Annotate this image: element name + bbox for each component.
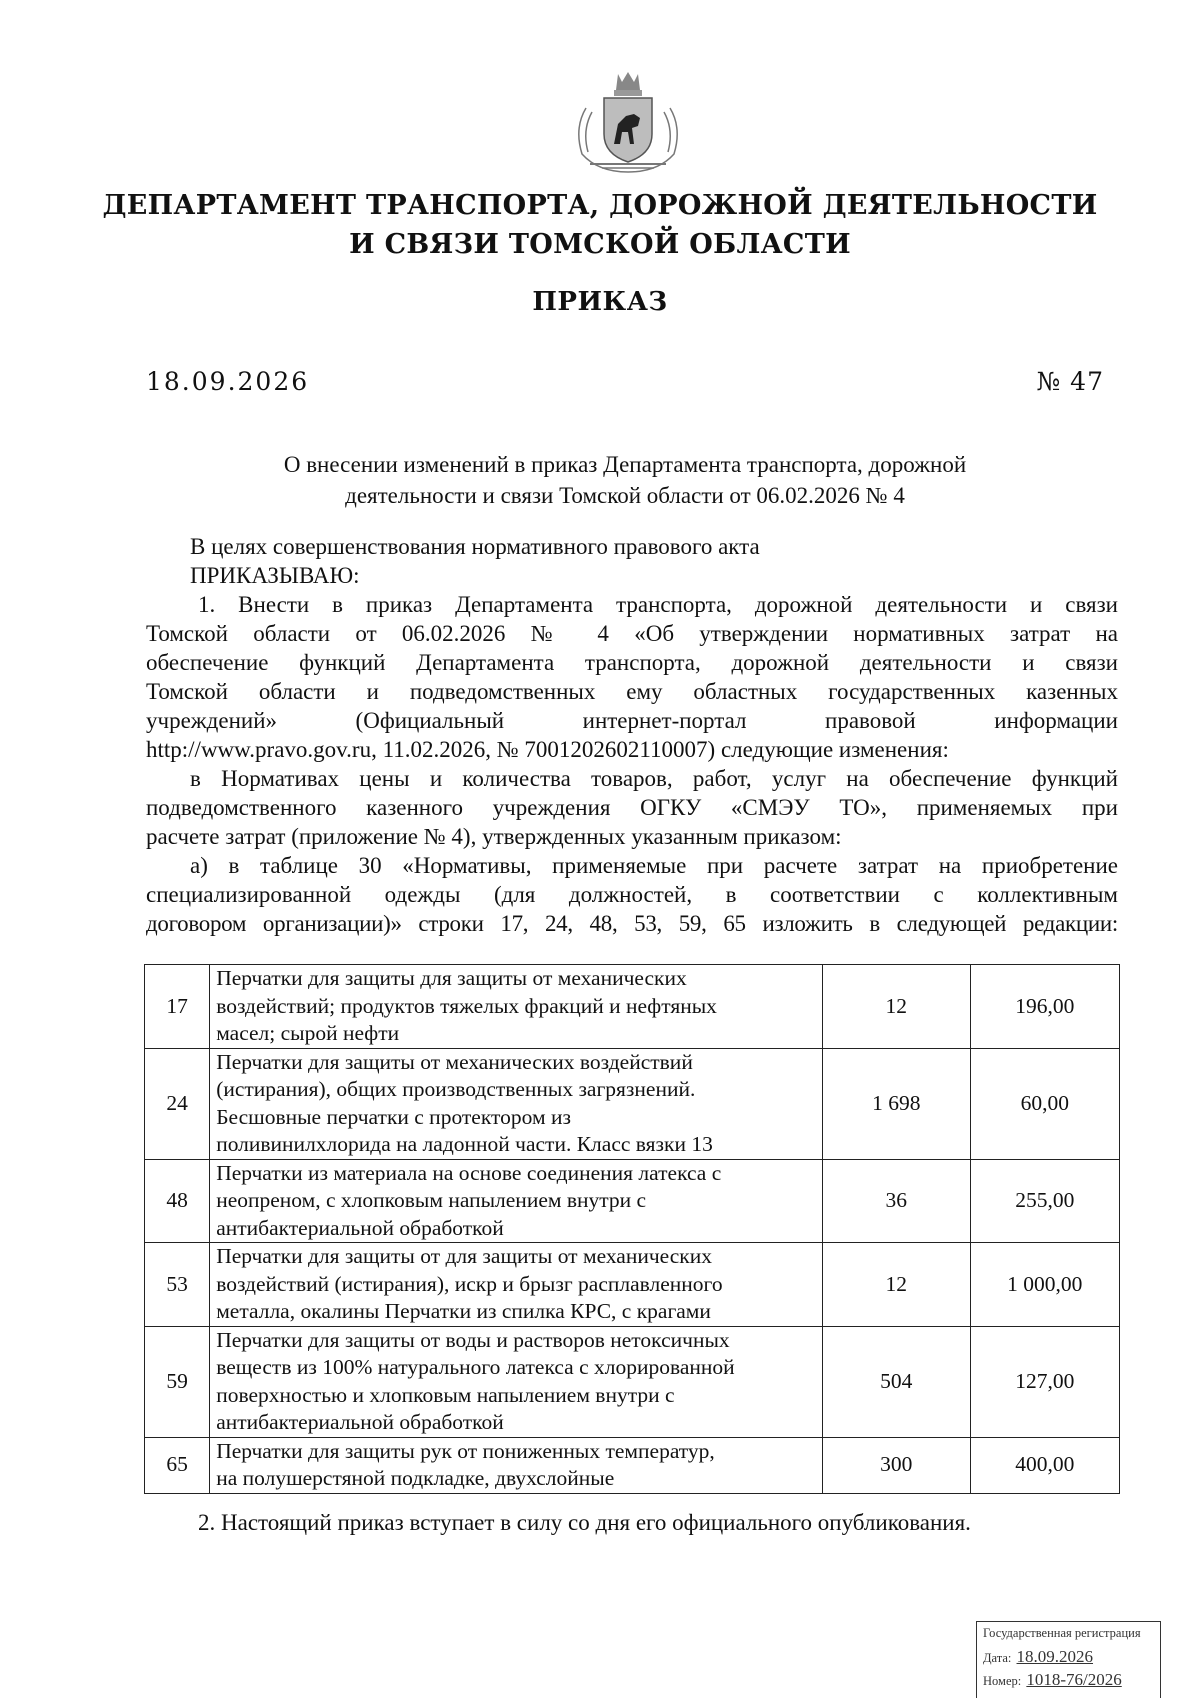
- item-name-line: Перчатки для защиты от механических воздействий: [216, 1049, 693, 1074]
- final-item: 2. Настоящий приказ вступает в силу со дня его официального опубликования.: [198, 1510, 971, 1535]
- norms-line: расчете затрат (приложение № 4), утвержденных указанным приказом:: [146, 824, 842, 849]
- table-row: [145, 1159, 1120, 1243]
- item-name-line: веществ из 100% натурального латекса с хлорированной: [216, 1355, 735, 1379]
- norms-paragraph: [146, 764, 1118, 851]
- norms-table-body: [145, 965, 1120, 1494]
- item-name-cell: [210, 1243, 823, 1327]
- row-number-cell: 17: [145, 965, 210, 1049]
- document-type: ПРИКАЗ: [532, 287, 668, 317]
- registration-stamp: [976, 1621, 1161, 1698]
- stamp-number-label: Номер:: [983, 1674, 1022, 1688]
- item-name-line: Бесшовные перчатки с протектором из: [216, 1104, 571, 1129]
- item-name-line: (истирания), общих производственных загрязнений.: [216, 1077, 696, 1101]
- table-row: [145, 1437, 1120, 1493]
- item-name-line: антибактериальной обработкой: [216, 1410, 504, 1434]
- item-1-line: учреждений» (Официальный интернет-портал правовой информации: [146, 708, 1118, 733]
- preamble: В целях совершенствования нормативного правового акта: [190, 534, 760, 559]
- organization-name-line1: ДЕПАРТАМЕНТ ТРАНСПОРТА, ДОРОЖНОЙ ДЕЯТЕЛЬНОСТИ: [102, 190, 1098, 221]
- table-row: [145, 1048, 1120, 1159]
- subitem-a-line: а) в таблице 30 «Нормативы, применяемые при расчете затрат на приобретение: [190, 853, 1118, 878]
- row-number-cell: 24: [145, 1048, 210, 1159]
- item-1: [146, 590, 1118, 764]
- quantity-cell: 300: [823, 1437, 970, 1493]
- item-name-line: Перчатки для защиты от для защиты от механических: [216, 1244, 712, 1268]
- stamp-number-value: 1018-76/2026: [1026, 1670, 1122, 1689]
- price-cell: 60,00: [970, 1048, 1119, 1159]
- row-number-cell: 53: [145, 1243, 210, 1327]
- row-number-cell: 48: [145, 1159, 210, 1243]
- item-name-line: металла, окалины Перчатки из спилка КРС, с крагами: [216, 1299, 711, 1323]
- table-row: [145, 1243, 1120, 1327]
- subitem-a: [146, 851, 1118, 938]
- stamp-date-value: 18.09.2026: [1016, 1647, 1094, 1666]
- document-date: 18.09.2026: [146, 367, 310, 396]
- item-name-line: поливинилхлорида на ладонной части. Класс вязки 13: [216, 1132, 713, 1156]
- item-name-cell: [210, 1437, 823, 1493]
- item-name-line: масел; сырой нефти: [216, 1021, 400, 1045]
- subject-line1: О внесении изменений в приказ Департамента транспорта, дорожной: [283, 452, 967, 477]
- quantity-cell: 36: [823, 1159, 970, 1243]
- price-cell: 400,00: [970, 1437, 1119, 1493]
- item-name-line: Перчатки для защиты рук от пониженных температур,: [216, 1438, 715, 1463]
- item-name-cell: [210, 965, 823, 1049]
- quantity-cell: 12: [823, 1243, 970, 1327]
- norms-line: в Нормативах цены и количества товаров, работ, услуг на обеспечение функций: [190, 766, 1118, 791]
- stamp-date-row: [983, 1647, 1093, 1667]
- table-row: [145, 965, 1120, 1049]
- item-1-line: 1. Внести в приказ Департамента транспорта, дорожной деятельности и связи: [198, 592, 1118, 617]
- item-name-line: поверхностью и хлопковым напылением внутри с: [216, 1382, 675, 1407]
- stamp-title: Государственная регистрация: [983, 1626, 1141, 1640]
- item-name-line: антибактериальной обработкой: [216, 1215, 504, 1240]
- organization-name-line2: И СВЯЗИ ТОМСКОЙ ОБЛАСТИ: [349, 229, 851, 260]
- document-body: [146, 532, 1118, 938]
- item-name-line: Перчатки из материала на основе соединения латекса с: [216, 1160, 722, 1185]
- coat-of-arms-icon: [568, 68, 688, 176]
- stamp-number-row: [983, 1670, 1122, 1690]
- item-name-cell: [210, 1048, 823, 1159]
- quantity-cell: 12: [823, 965, 970, 1049]
- price-cell: 1 000,00: [970, 1243, 1119, 1327]
- item-name-cell: [210, 1159, 823, 1243]
- subitem-a-line: договором организации)» строки 17, 24, 48, 53, 59, 65 изложить в следующей редакции:: [146, 911, 1118, 936]
- norms-table: [144, 964, 1120, 1494]
- item-1-line: обеспечение функций Департамента транспорта, дорожной деятельности и связи: [146, 650, 1118, 675]
- quantity-cell: 504: [823, 1326, 970, 1437]
- norms-line: подведомственного казенного учреждения ОГКУ «СМЭУ ТО», применяемых при: [146, 795, 1118, 820]
- price-cell: 196,00: [970, 965, 1119, 1049]
- item-name-line: воздействий; продуктов тяжелых фракций и нефтяных: [216, 993, 717, 1018]
- item-name-line: на полушерстяной подкладке, двухслойные: [216, 1466, 615, 1490]
- item-name-line: Перчатки для защиты от воды и растворов нетоксичных: [216, 1327, 730, 1352]
- row-number-cell: 59: [145, 1326, 210, 1437]
- table-row: [145, 1326, 1120, 1437]
- item-name-line: воздействий (истирания), искр и брызг расплавленного: [216, 1271, 723, 1296]
- item-1-line: http://www.pravo.gov.ru, 11.02.2026, № 7001202602110007) следующие изменения:: [146, 737, 949, 762]
- item-1-line: Томской области и подведомственных ему областных государственных казенных: [146, 679, 1118, 704]
- item-1-line: Томской области от 06.02.2026 № 4 «Об утверждении нормативных затрат на: [146, 621, 1118, 646]
- item-name-line: неопреном, с хлопковым напылением внутри с: [216, 1188, 647, 1212]
- subject-line2: деятельности и связи Томской области от 06.02.2026 № 4: [345, 483, 905, 508]
- document-number: № 47: [1036, 367, 1104, 396]
- subitem-a-line: специализированной одежды (для должностей, в соответствии с коллективным: [146, 882, 1118, 907]
- price-cell: 255,00: [970, 1159, 1119, 1243]
- quantity-cell: 1 698: [823, 1048, 970, 1159]
- stamp-date-label: Дата:: [983, 1651, 1012, 1665]
- order-word: ПРИКАЗЫВАЮ:: [190, 563, 360, 588]
- item-name-cell: [210, 1326, 823, 1437]
- row-number-cell: 65: [145, 1437, 210, 1493]
- price-cell: 127,00: [970, 1326, 1119, 1437]
- item-name-line: Перчатки для защиты для защиты от механических: [216, 966, 687, 990]
